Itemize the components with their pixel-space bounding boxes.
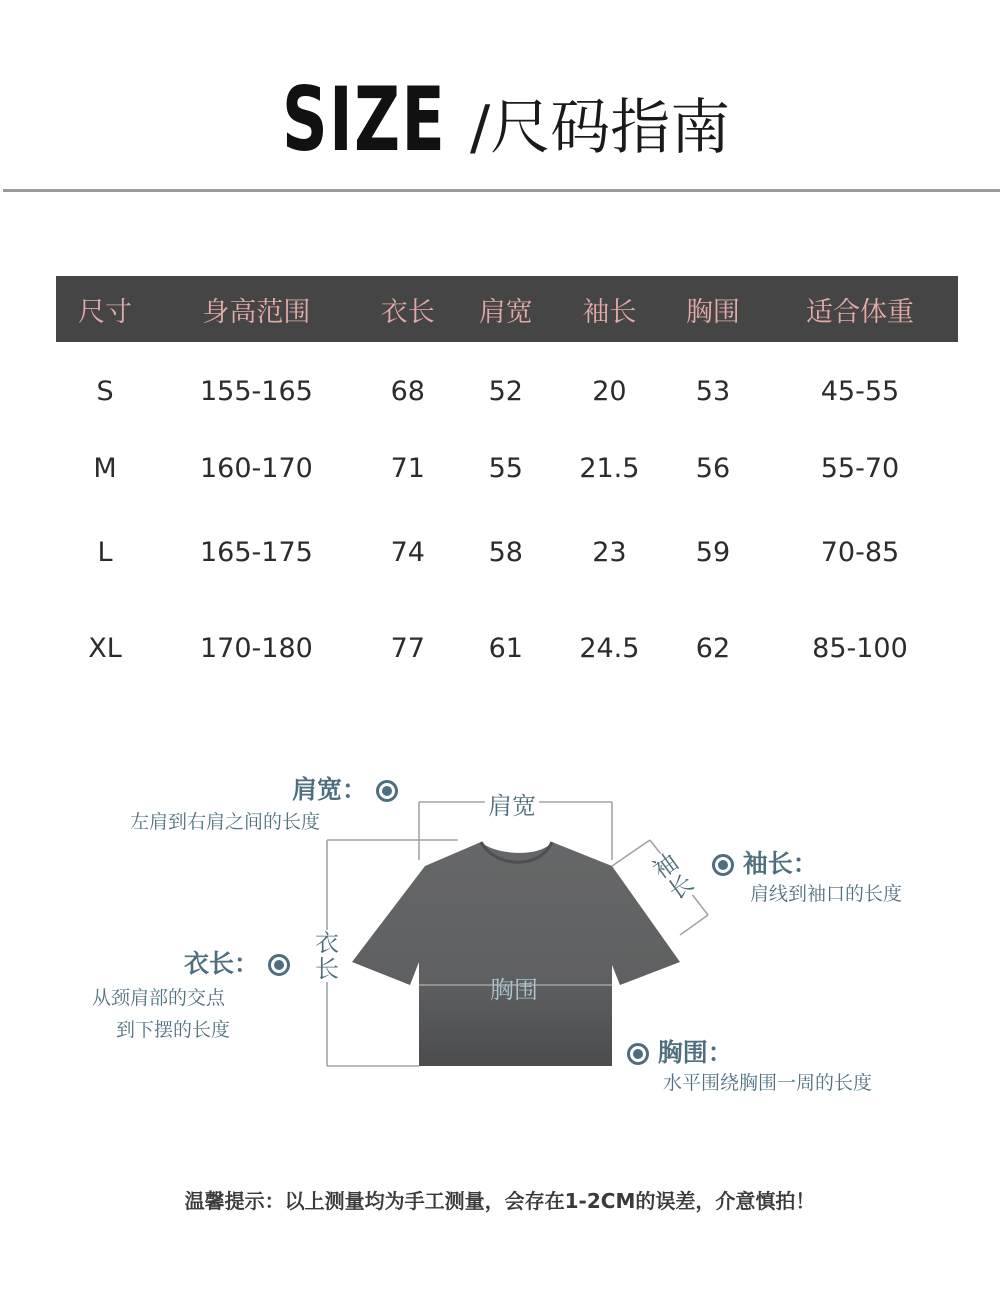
target-dot-icon	[268, 954, 290, 976]
sleeve-label	[712, 844, 818, 880]
chest-title: 胸围：	[657, 1038, 733, 1067]
title-size-guide: /尺码指南	[470, 93, 731, 163]
cell-sleeve: 24.5	[579, 632, 640, 664]
cell-chest: 62	[695, 632, 731, 664]
cell-height: 155-165	[199, 375, 313, 407]
header-shoulder: 肩宽	[457, 276, 555, 342]
shoulder-tag: 肩宽	[485, 786, 539, 821]
cell-shoulder: 55	[488, 452, 523, 484]
length-label	[184, 944, 290, 980]
cell-sleeve: 23	[592, 536, 627, 568]
shoulder-label	[292, 770, 398, 806]
cell-length: 77	[390, 632, 425, 664]
cell-size: M	[93, 452, 117, 484]
cell-length: 74	[390, 536, 425, 568]
header-chest: 胸围	[664, 276, 762, 342]
sleeve-tag: 袖长	[646, 846, 702, 907]
cell-chest: 59	[695, 536, 731, 568]
cell-height: 160-170	[199, 452, 313, 484]
cell-height: 165-175	[199, 536, 313, 568]
cell-chest: 53	[695, 375, 731, 407]
chest-desc: 水平围绕胸围一周的长度	[663, 1072, 873, 1094]
footer-note: 温馨提示：以上测量均为手工测量，会存在1-2CM的误差，介意慎拍！	[184, 1189, 816, 1213]
cell-length: 71	[390, 452, 425, 484]
cell-weight: 70-85	[820, 536, 900, 568]
cell-weight: 45-55	[820, 375, 900, 407]
cell-weight: 85-100	[812, 632, 908, 664]
title-size: SIZE	[282, 68, 447, 171]
cell-shoulder: 52	[488, 375, 523, 407]
target-dot-icon	[712, 854, 734, 876]
length-title: 衣长：	[184, 949, 260, 978]
cell-shoulder: 61	[488, 632, 523, 664]
length-tag: 衣长	[312, 930, 344, 982]
length-desc-2: 到下摆的长度	[116, 1019, 231, 1041]
shoulder-title: 肩宽：	[292, 775, 368, 804]
cell-size: S	[96, 375, 114, 407]
cell-length: 68	[390, 375, 425, 407]
cell-chest: 56	[695, 452, 731, 484]
cell-size: L	[97, 536, 113, 568]
length-desc-1: 从颈肩部的交点	[92, 987, 226, 1009]
target-dot-icon	[627, 1043, 649, 1065]
header-sleeve: 袖长	[555, 276, 664, 342]
header-size: 尺寸	[56, 276, 154, 342]
cell-weight: 55-70	[820, 452, 900, 484]
chest-tag: 胸围	[490, 976, 538, 1004]
shoulder-desc: 左肩到右肩之间的长度	[130, 811, 321, 833]
header-length: 衣长	[359, 276, 457, 342]
cell-shoulder: 58	[488, 536, 523, 568]
header-weight: 适合体重	[762, 276, 958, 342]
chest-label	[627, 1033, 733, 1069]
cell-sleeve: 20	[592, 375, 627, 407]
cell-size: XL	[88, 632, 122, 664]
cell-sleeve: 21.5	[579, 452, 640, 484]
sleeve-title: 袖长：	[742, 849, 818, 878]
target-dot-icon	[376, 780, 398, 802]
cell-height: 170-180	[199, 632, 313, 664]
sleeve-desc: 肩线到袖口的长度	[750, 883, 903, 905]
header-height: 身高范围	[154, 276, 359, 342]
